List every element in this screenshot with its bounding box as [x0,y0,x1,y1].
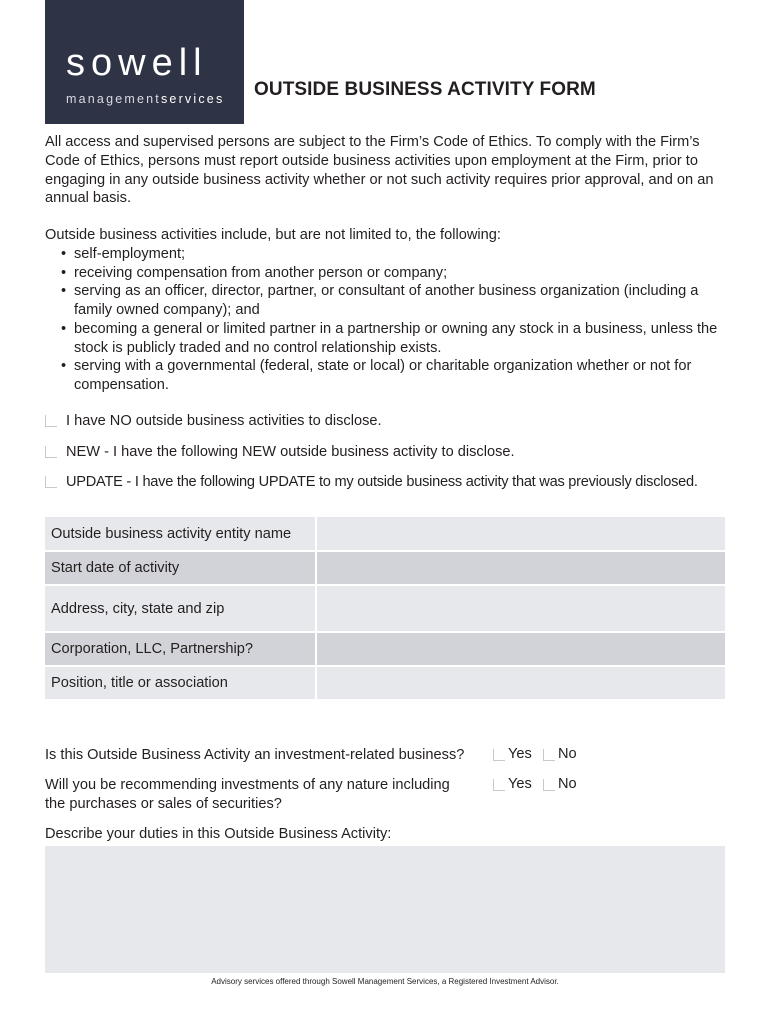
table-row [45,517,725,551]
entity-type-field[interactable] [316,632,725,666]
form-title: OUTSIDE BUSINESS ACTIVITY FORM [254,79,596,100]
intro-paragraph [45,133,727,208]
logo-tagline-bold: services [160,92,225,106]
question-line: Will you be recommending investments of any nature including [45,777,450,793]
position-field[interactable] [316,666,725,700]
investment-related-no[interactable] [543,746,583,766]
recommending-no-checkbox[interactable] [543,779,555,791]
table-row [45,551,725,585]
list-item: • serving with a governmental (federal, state or local) or charitable organization whether or not for compensation. [61,357,727,394]
recommending-yes-checkbox[interactable] [493,779,505,791]
new-activity-checkbox[interactable] [45,446,57,458]
yes-label: Yes [508,746,532,762]
field-label: Corporation, LLC, Partnership? [45,632,316,666]
no-label: No [558,746,577,762]
table-row [45,632,725,666]
duties-textarea[interactable] [45,846,725,973]
option-label: NEW - I have the following NEW outside business activity to disclose. [66,444,515,460]
logo-tagline-light: management [66,92,161,106]
logo-brand: sowell [66,42,208,84]
list-item: • serving as an officer, director, partner, or consultant of another business organization (including a family owned company); and [61,282,727,319]
investment-related-yes-checkbox[interactable] [493,749,505,761]
footer-disclaimer: Advisory services offered through Sowell Management Services, a Registered Investment Advisor. [211,977,559,986]
list-item: • becoming a general or limited partner in a partnership or owning any stock in a business, unless the stock is publicly traded and no control relationship exists. [61,320,727,357]
field-label: Address, city, state and zip [45,585,316,632]
no-label: No [558,776,577,792]
investment-related-no-checkbox[interactable] [543,749,555,761]
activities-list [61,245,727,395]
table-row [45,585,725,632]
recommending-no[interactable] [543,776,583,796]
duties-label: Describe your duties in this Outside Business Activity: [45,826,392,842]
option-label: I have NO outside business activities to disclose. [66,413,382,429]
recommending-investments-question [45,776,450,813]
logo-tagline [66,92,224,106]
yes-label: Yes [508,776,532,792]
investment-related-yes[interactable] [493,746,533,766]
list-item: • self-employment; [61,245,727,264]
field-label: Outside business activity entity name [45,517,316,551]
table-row [45,666,725,700]
entity-name-field[interactable] [316,517,725,551]
option-label: UPDATE - I have the following UPDATE to my outside business activity that was previously disclosed. [66,474,698,490]
company-logo [45,0,244,124]
activity-details-table [45,517,725,701]
update-activity-checkbox[interactable] [45,476,57,488]
field-label: Position, title or association [45,666,316,700]
no-activities-checkbox[interactable] [45,415,57,427]
start-date-field[interactable] [316,551,725,585]
field-label: Start date of activity [45,551,316,585]
question-line: the purchases or sales of securities? [45,795,282,812]
investment-related-question: Is this Outside Business Activity an investment-related business? [45,747,465,763]
list-item: • receiving compensation from another person or company; [61,264,727,283]
address-field[interactable] [316,585,725,632]
activities-heading: Outside business activities include, but are not limited to, the following: [45,227,501,243]
intro-text: All access and supervised persons are subject to the Firm’s Code of Ethics. To comply with the Firm’s Code of Ethics, persons must report outside business activities upon employment at the Firm, prior to engaging in any outside business activity whether or not such activity requires prior approval, and on an annual basis. [45,134,714,207]
recommending-yes[interactable] [493,776,533,796]
